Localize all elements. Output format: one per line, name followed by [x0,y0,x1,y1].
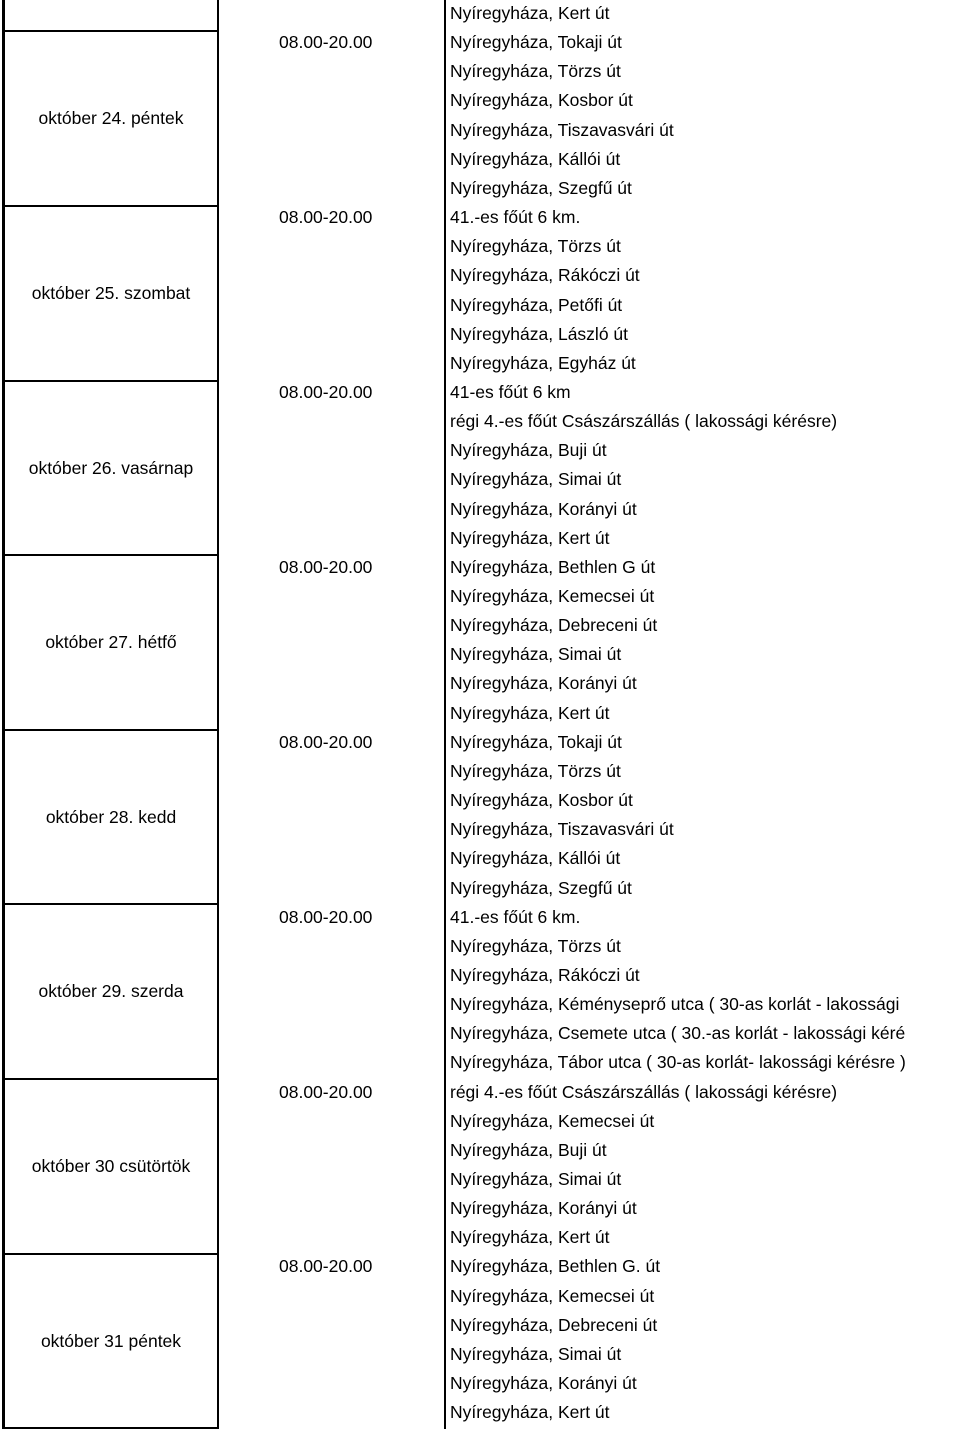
place-cell: Nyíregyháza, Kállói út [450,149,621,169]
place-cell: Nyíregyháza, Debreceni út [450,615,658,635]
day-label: október 26. vasárnap [28,457,194,478]
place-cell: Nyíregyháza, Kosbor út [450,90,633,110]
day-label: október 25. szombat [31,283,191,303]
place-cell: Nyíregyháza, Egyház út [450,353,636,373]
day-label: október 30 csütörtök [31,1156,191,1176]
place-cell: Nyíregyháza, Simai út [450,469,622,489]
day-label: október 24. péntek [38,107,184,128]
place-cell: Nyíregyháza, Simai út [450,1169,622,1189]
place-cell: Nyíregyháza, Buji út [450,440,607,460]
place-cell: 41.-es főút 6 km. [450,207,581,227]
place-cell: Nyíregyháza, Simai út [450,644,622,664]
place-cell: Nyíregyháza, Kert út [450,528,610,548]
place-cell: Nyíregyháza, Törzs út [450,236,621,256]
place-cell: Nyíregyháza, Korányi út [450,1373,637,1393]
day-label: október 28. kedd [45,806,177,827]
place-cell: Nyíregyháza, Korányi út [450,673,637,693]
time-range: 08.00-20.00 [279,1256,373,1276]
place-cell: Nyíregyháza, Buji út [450,1140,607,1160]
place-cell: Nyíregyháza, Rákóczi út [450,265,640,285]
place-cell: Nyíregyháza, Kéményseprő utca ( 30-as korlát - lakossági [450,994,900,1014]
place-cell: Nyíregyháza, Kállói út [450,848,621,868]
day-label: október 31 péntek [40,1331,182,1351]
place-cell: Nyíregyháza, Kert út [450,1402,610,1422]
place-cell: Nyíregyháza, Korányi út [450,499,637,519]
time-range: 08.00-20.00 [279,207,373,227]
place-cell: Nyíregyháza, László út [450,324,629,344]
time-range: 08.00-20.00 [279,382,373,402]
place-cell: régi 4.-es főút Császárszállás ( lakossági kérésre) [450,1082,838,1102]
place-cell: Nyíregyháza, Tokaji út [450,732,622,752]
place-cell: Nyíregyháza, Kert út [450,703,610,723]
time-range: 08.00-20.00 [279,1082,373,1102]
time-range: 08.00-20.00 [279,32,373,52]
place-cell: Nyíregyháza, Törzs út [450,936,621,956]
place-cell: Nyíregyháza, Tábor utca ( 30-as korlát- lakossági kérésre ) [450,1052,906,1072]
place-cell: Nyíregyháza, Debreceni út [450,1315,658,1335]
time-range: 08.00-20.00 [279,907,373,927]
place-cell: Nyíregyháza, Kosbor út [450,790,633,810]
place-cell: Nyíregyháza, Tokaji út [450,32,622,52]
place-cell: Nyíregyháza, Szegfű út [450,178,632,198]
place-cell: 41-es főút 6 km [450,382,571,402]
time-range: 08.00-20.00 [279,732,373,752]
place-cell: régi 4.-es főút Császárszállás ( lakossági kérésre) [450,411,838,431]
place-cell: 41.-es főút 6 km. [450,907,581,927]
day-label: október 27. hétfő [45,632,177,652]
place-cell: Nyíregyháza, Bethlen G út [450,557,656,577]
place-cell: Nyíregyháza, Kert út [450,3,610,23]
place-cell: Nyíregyháza, Kemecsei út [450,1286,655,1306]
place-cell: Nyíregyháza, Kert út [450,1227,610,1247]
place-column-divider [444,0,446,1429]
place-cell: Nyíregyháza, Törzs út [450,761,621,781]
time-range: 08.00-20.00 [279,557,373,577]
place-cell: Nyíregyháza, Szegfű út [450,878,632,898]
place-cell: Nyíregyháza, Korányi út [450,1198,637,1218]
place-cell: Nyíregyháza, Simai út [450,1344,622,1364]
place-cell: Nyíregyháza, Petőfi út [450,295,623,315]
place-cell: Nyíregyháza, Kemecsei út [450,586,655,606]
day-label: október 29. szerda [38,981,184,1001]
place-cell: Nyíregyháza, Tiszavasvári út [450,819,674,839]
place-cell: Nyíregyháza, Kemecsei út [450,1111,655,1131]
place-cell: Nyíregyháza, Bethlen G. út [450,1256,661,1276]
place-cell: Nyíregyháza, Tiszavasvári út [450,120,674,140]
place-cell: Nyíregyháza, Törzs út [450,61,621,81]
place-cell: Nyíregyháza, Rákóczi út [450,965,640,985]
place-cell: Nyíregyháza, Csemete utca ( 30.-as korlát - lakossági kéré [450,1023,906,1043]
